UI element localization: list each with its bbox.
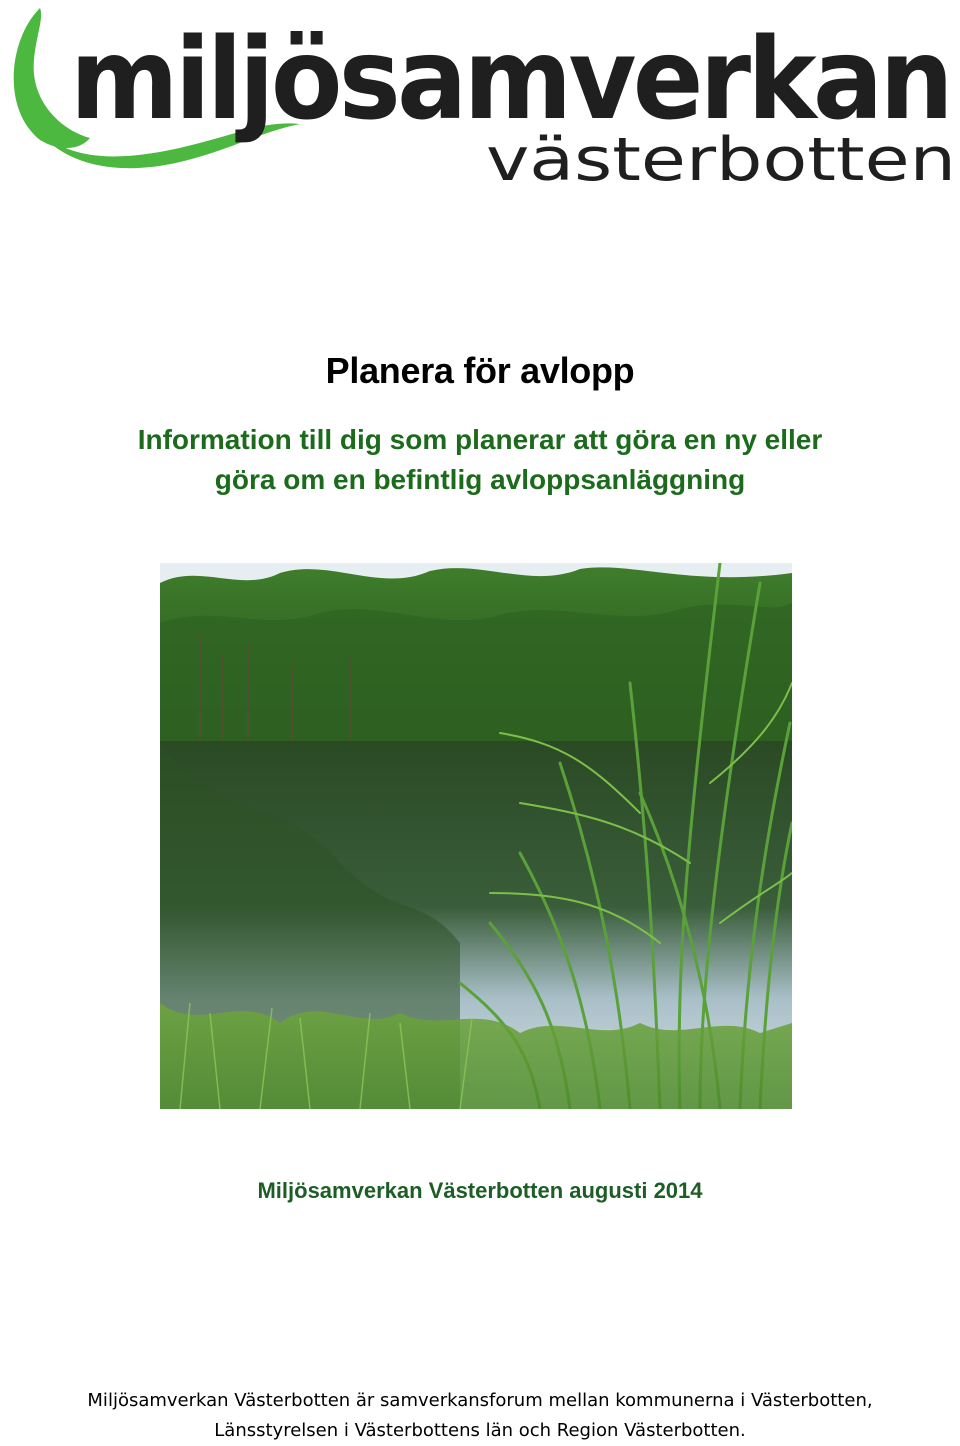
footer-line-2: Länsstyrelsen i Västerbottens län och Region Västerbotten. (214, 1420, 746, 1441)
logo-region-word: västerbotten (486, 125, 956, 195)
footer-note (20, 1386, 940, 1446)
subtitle-line-2: göra om en befintlig avloppsanläggning (214, 464, 746, 495)
document-subtitle (40, 420, 920, 500)
publisher-date-line: Miljösamverkan Västerbotten augusti 2014 (257, 1178, 703, 1203)
footer-line-1: Miljösamverkan Västerbotten är samverkansforum mellan kommunerna i Västerbotten, (87, 1390, 873, 1411)
subtitle-line-1: Information till dig som planerar att göra en ny eller (137, 424, 823, 455)
document-title: Planera för avlopp (325, 350, 635, 391)
lake-reeds-photo (160, 563, 792, 1109)
miljosamverkan-logo (0, 0, 960, 200)
logo-main-word: miljösamverkan (70, 15, 950, 145)
